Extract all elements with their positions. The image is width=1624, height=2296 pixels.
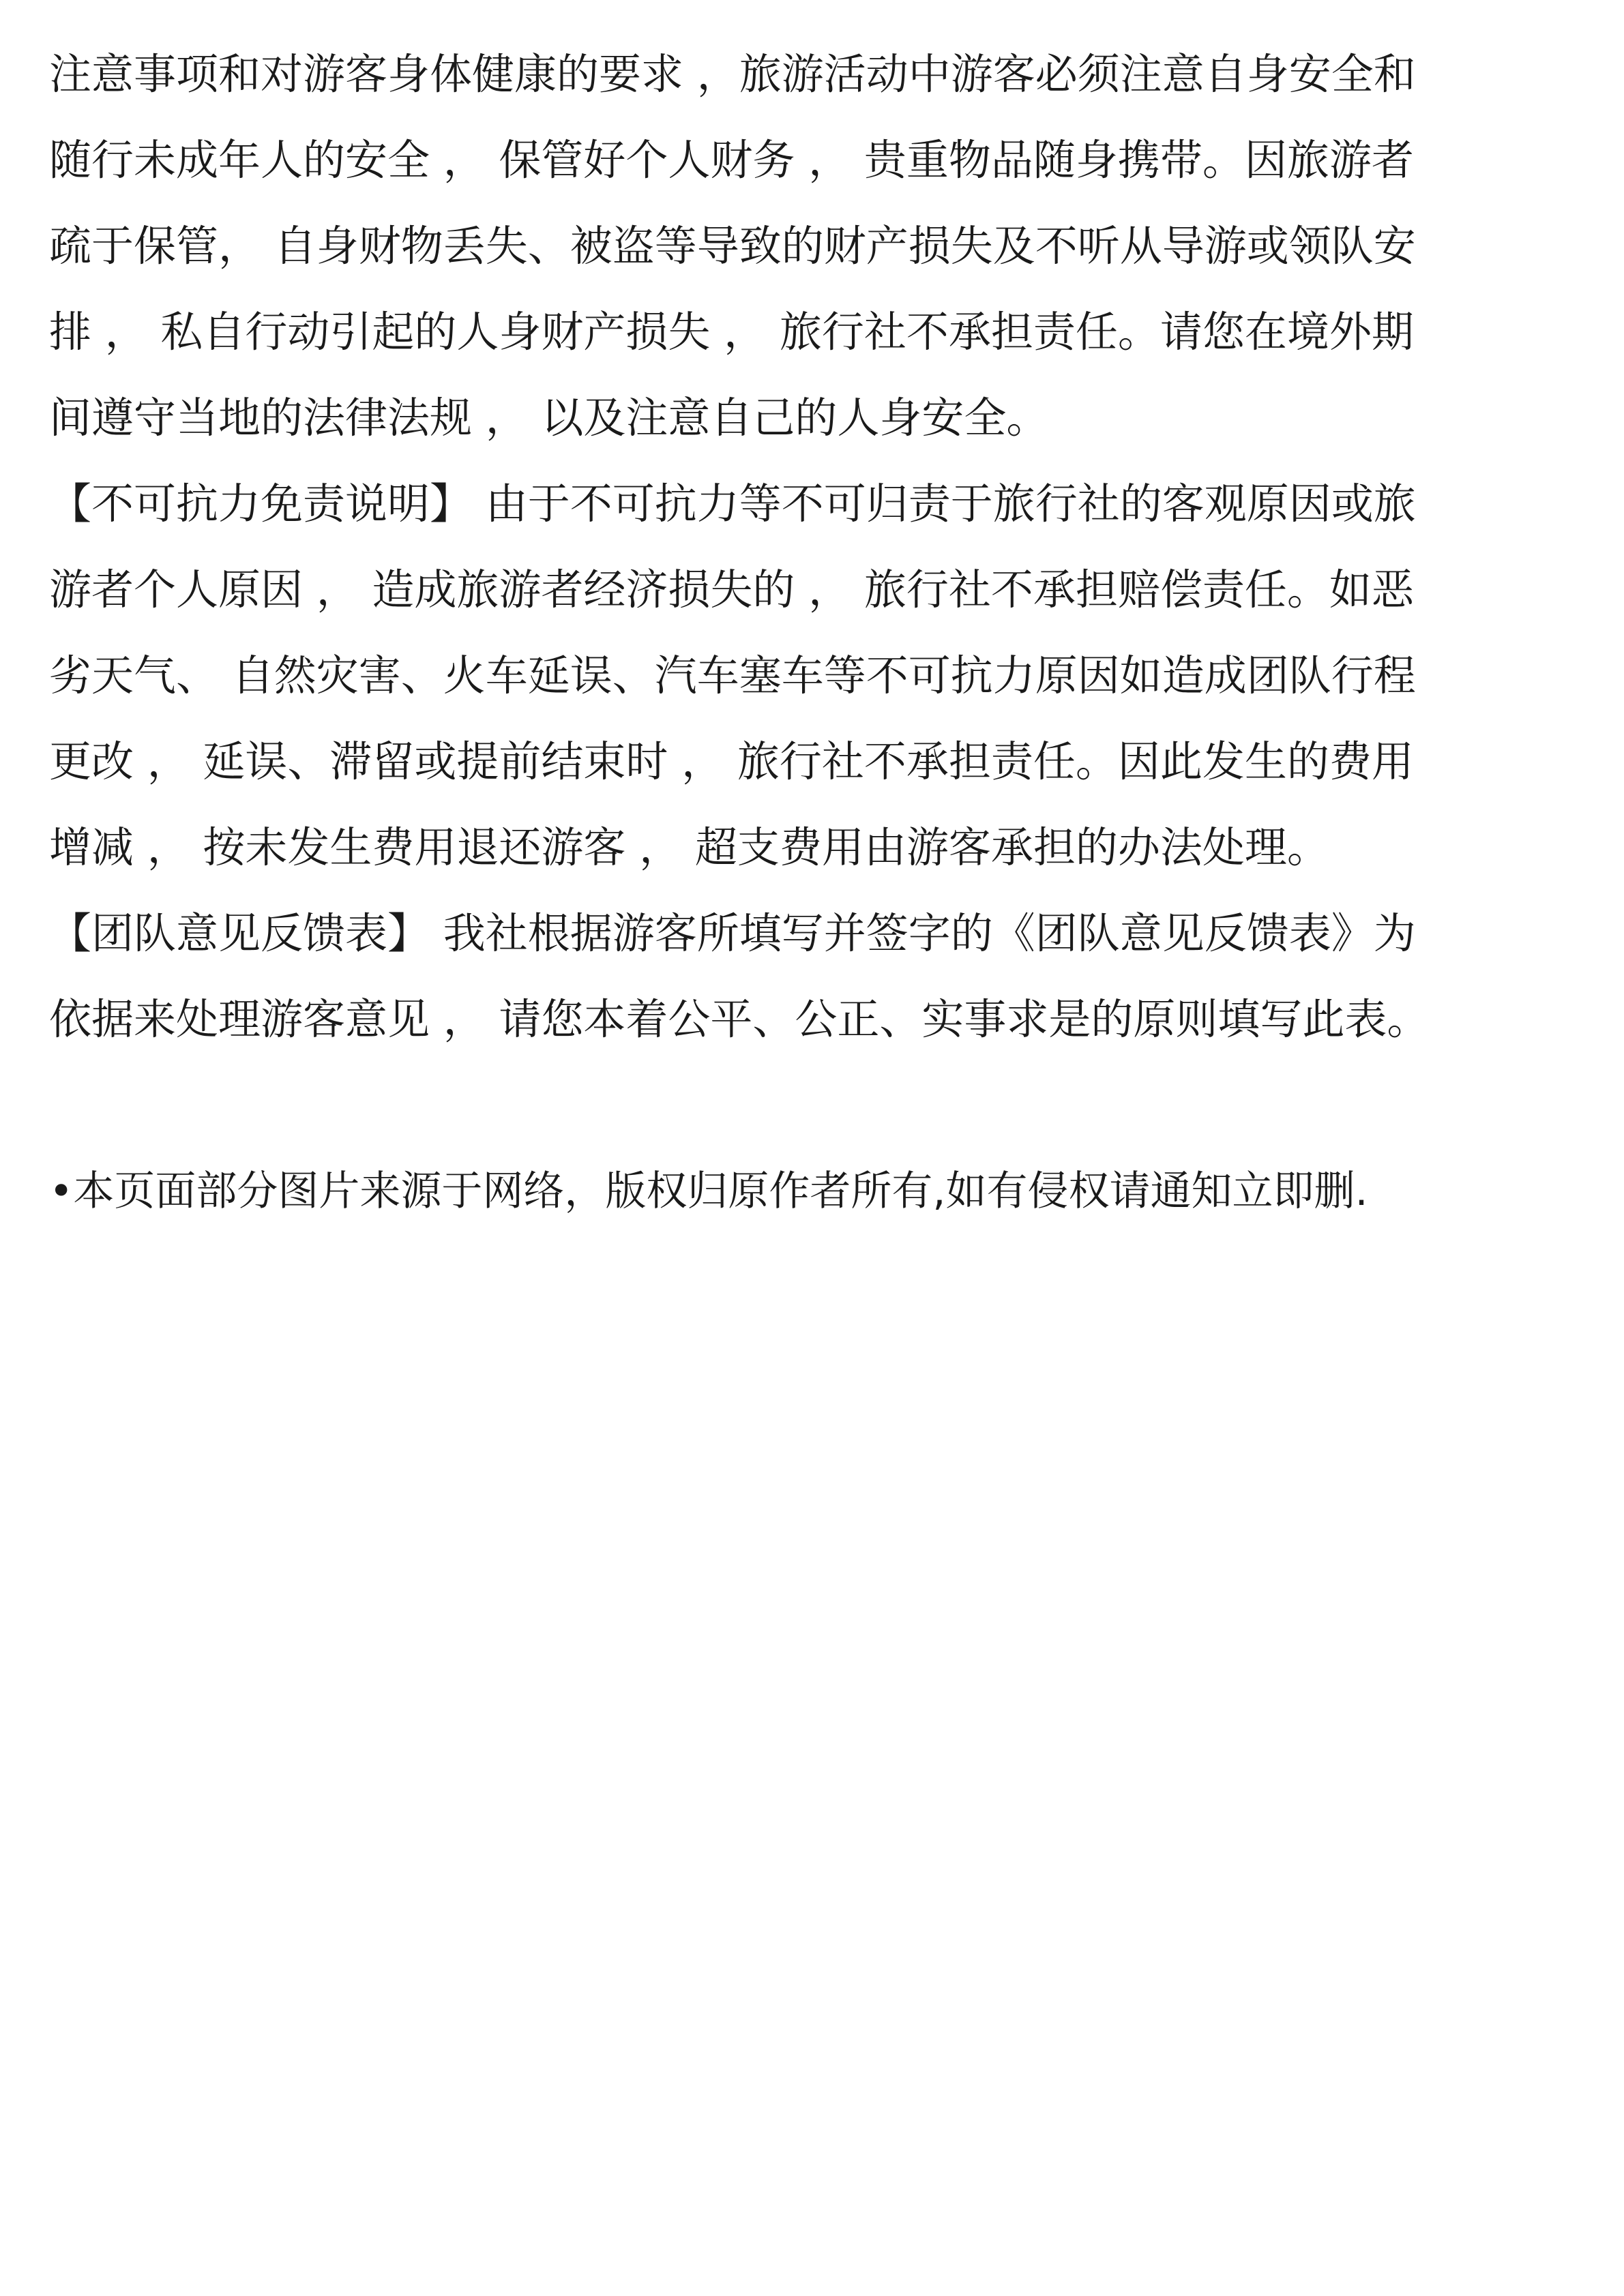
document-body [49,31,1481,1234]
feedback-paragraph: 【团队意见反馈表】 我社根据游客所填写并签字的《团队意见反馈表》为 依据来处理游客意见 ， 请您本着公平、公正、实事求是的原则填写此表。 [49,908,1430,1044]
paragraph-spacer [49,1062,1481,1148]
force-majeure-paragraph: 【不可抗力免责说明】 由于不可抗力等不可归责于旅行社的客观原因或旅 游者个人原因 ， 造成旅游者经济损失的 ， 旅行社不承担赔偿责任。如恶 劣天气、 自然灾害、火车延误、汽车塞车等不可抗力原因如造成团队行程 更改 ， 延误、滞留或提前结束时 ， 旅行社不承担责任。因此发生的费用 增减 ， 按未发生费用退还游客 ， 超支费用由游客承担的办法处理。 [49,479,1416,872]
safety-paragraph: 注意事项和对游客身体健康的要求 ，旅游活动中游客必须注意自身安全和 随行未成年人的安全 ， 保管好个人财务 ， 贵重物品随身携带。因旅游者 疏于保管， 自身财物丢失、被盗等导致的财产损失及不听从导游或领队安 排 ， 私自行动引起的人身财产损失 ， 旅行社不承担责任。请您在境外期 间遵守当地的法律法规 ， 以及注意自己的人身安全。 [49,49,1416,443]
copyright-note: •本页面部分图片来源于网络，版权归原作者所有,如有侵权请通知立即删. [49,1167,1368,1215]
